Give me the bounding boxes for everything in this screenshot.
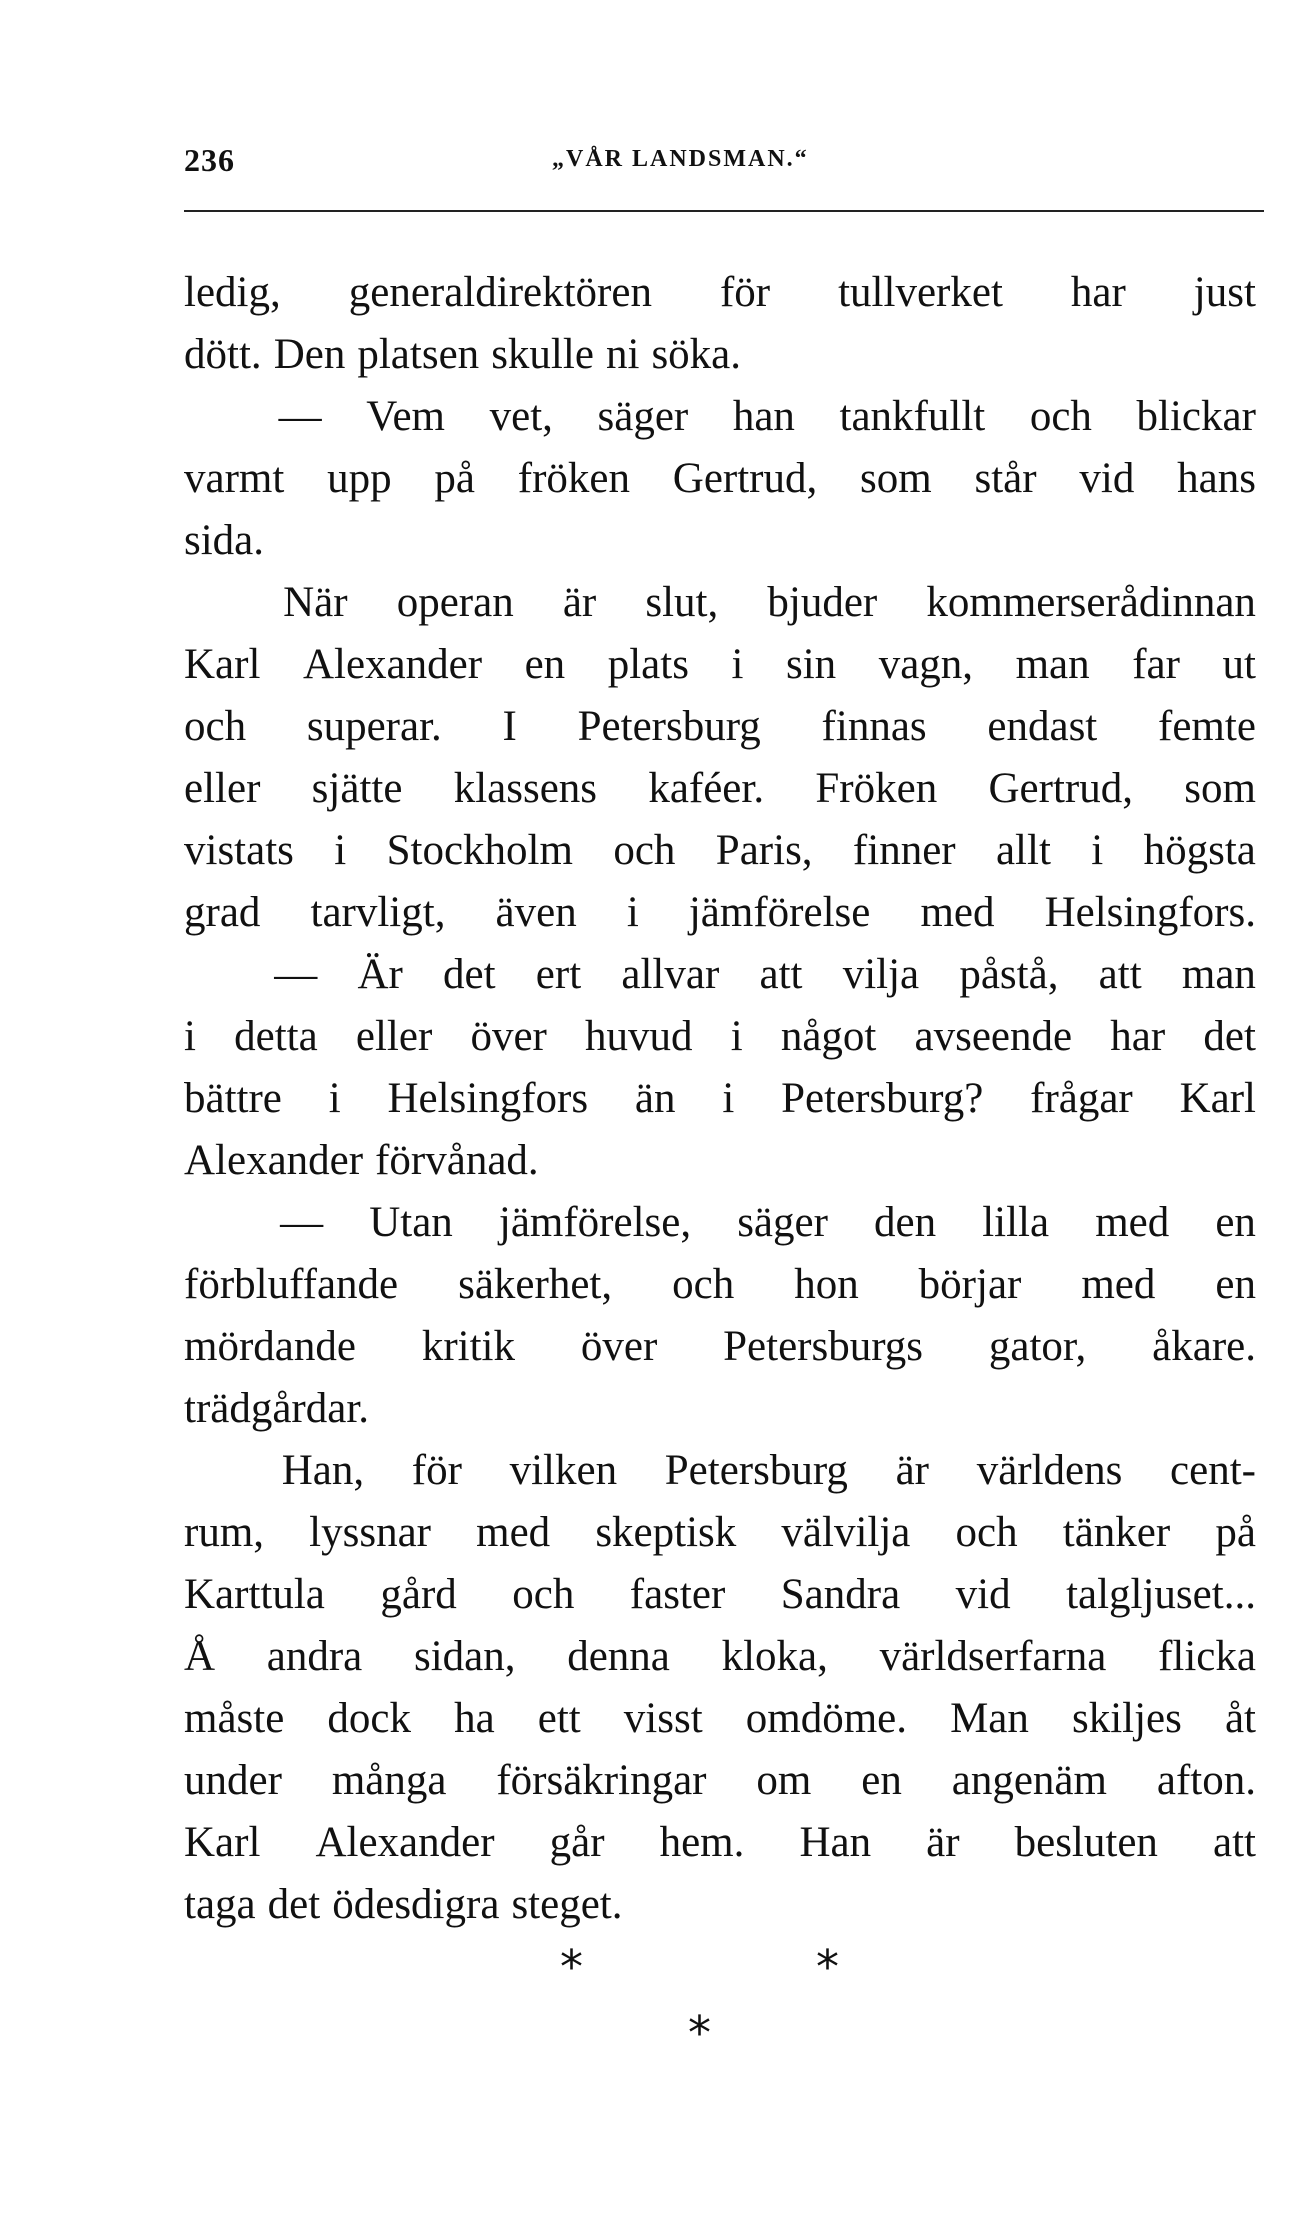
word: i — [731, 641, 744, 688]
word: visst — [623, 1695, 703, 1742]
word: kloka, — [721, 1633, 828, 1680]
text-line — [184, 1068, 1256, 1130]
word: för — [719, 269, 771, 316]
word: är — [562, 579, 597, 626]
word: och — [184, 703, 247, 750]
page-number: 236 — [184, 142, 235, 178]
asterisk: * — [816, 1940, 839, 1994]
word: Helsingfors. — [1044, 889, 1256, 936]
word: Karttula — [184, 1571, 325, 1618]
word: säger — [597, 393, 689, 440]
word: Är — [357, 951, 403, 998]
word: om — [756, 1757, 812, 1804]
word: att — [1098, 951, 1142, 998]
word: världserfarna — [879, 1633, 1107, 1680]
word: är — [926, 1819, 960, 1866]
word: åt — [1224, 1695, 1256, 1742]
word: trädgårdar. — [184, 1385, 370, 1432]
word: vet, — [489, 393, 553, 440]
word: tullverket — [838, 269, 1003, 316]
word: ett — [537, 1695, 581, 1742]
word: även — [495, 889, 577, 936]
word: är — [895, 1447, 929, 1494]
word: — — [280, 1199, 324, 1246]
text-line — [184, 1254, 1256, 1316]
word: allvar — [621, 951, 720, 998]
word: superar. — [306, 703, 442, 750]
word: finnas — [821, 703, 927, 750]
word: Petersburg — [577, 703, 761, 750]
word: upp — [327, 455, 392, 502]
text-line — [184, 634, 1256, 696]
text-line — [184, 1316, 1256, 1378]
word: det — [267, 1881, 321, 1928]
word: vid — [1079, 455, 1135, 502]
word: tankfullt — [839, 393, 986, 440]
word: en — [861, 1757, 902, 1804]
word: det — [443, 951, 496, 998]
word: jämförelse — [688, 889, 871, 936]
word: angenäm — [951, 1757, 1107, 1804]
word: — — [278, 393, 322, 440]
word: sidan, — [413, 1633, 516, 1680]
word: för — [411, 1447, 462, 1494]
word: över — [580, 1323, 658, 1370]
word: många — [331, 1757, 447, 1804]
word: varmt — [184, 455, 285, 502]
word: Gertrud, — [672, 455, 818, 502]
word: fröken — [517, 455, 630, 502]
word: den — [874, 1199, 937, 1246]
word: och — [672, 1261, 735, 1308]
word: slut, — [645, 579, 719, 626]
word: Karl — [1179, 1075, 1256, 1122]
word: operan — [396, 579, 514, 626]
word: Fröken — [815, 765, 938, 812]
word: I — [502, 703, 517, 750]
word: faster — [629, 1571, 726, 1618]
word: i — [722, 1075, 735, 1122]
word: ha — [454, 1695, 495, 1742]
word: Helsingfors — [387, 1075, 589, 1122]
word: börjar — [918, 1261, 1022, 1308]
word: Petersburg — [664, 1447, 848, 1494]
word: eller — [355, 1013, 433, 1060]
text-line — [184, 944, 1256, 1006]
word: på — [434, 455, 475, 502]
word: kommerserådinnan — [926, 579, 1256, 626]
word: i — [328, 1075, 341, 1122]
word: vid — [955, 1571, 1011, 1618]
word: det — [1203, 1013, 1256, 1060]
word: en — [524, 641, 566, 688]
word: Vem — [366, 393, 446, 440]
word: man — [1181, 951, 1256, 998]
word: kaféer. — [648, 765, 765, 812]
word: över — [470, 1013, 547, 1060]
asterisk: * — [560, 1940, 583, 1994]
text-line — [184, 1688, 1256, 1750]
text-line — [184, 1564, 1256, 1626]
word: med — [920, 889, 995, 936]
word: kritik — [421, 1323, 515, 1370]
body-text — [184, 262, 1256, 1936]
word: Stockholm — [386, 827, 573, 874]
word: hon — [794, 1261, 859, 1308]
word: Utan — [369, 1199, 453, 1246]
word: tarvligt, — [310, 889, 446, 936]
page-header — [184, 142, 1264, 192]
word: förvånad. — [375, 1137, 539, 1184]
word: och — [1029, 393, 1092, 440]
word: afton. — [1156, 1757, 1256, 1804]
word: jämförelse, — [498, 1199, 692, 1246]
word: sida. — [184, 517, 265, 564]
word: andra — [266, 1633, 363, 1680]
word: står — [974, 455, 1037, 502]
word: femte — [1158, 703, 1256, 750]
text-line — [184, 1502, 1256, 1564]
word: i — [730, 1013, 743, 1060]
word: besluten — [1014, 1819, 1158, 1866]
word: har — [1110, 1013, 1166, 1060]
word: sin — [785, 641, 837, 688]
word: frågar — [1030, 1075, 1133, 1122]
word: en — [1215, 1199, 1256, 1246]
word: Alexander — [302, 641, 483, 688]
word: bjuder — [767, 579, 878, 626]
word: i — [1091, 827, 1104, 874]
running-title: „VÅR LANDSMAN.“ — [552, 146, 809, 172]
asterisk: * — [688, 2006, 711, 2060]
word: Gertrud, — [988, 765, 1133, 812]
text-line — [184, 1130, 1256, 1192]
text-line — [184, 1750, 1256, 1812]
word: gator, — [988, 1323, 1087, 1370]
word: säkerhet, — [458, 1261, 613, 1308]
word: dock — [327, 1695, 411, 1742]
word: ödesdigra — [332, 1881, 500, 1928]
word: flicka — [1158, 1633, 1256, 1680]
word: Karl — [184, 1819, 261, 1866]
text-line — [184, 758, 1256, 820]
word: något — [780, 1013, 877, 1060]
word: i — [184, 1013, 196, 1060]
word: huvud — [585, 1013, 693, 1060]
word: att — [759, 951, 803, 998]
word: ut — [1222, 641, 1256, 688]
word: Petersburg? — [781, 1075, 984, 1122]
word: hans — [1177, 455, 1256, 502]
word: ert — [535, 951, 582, 998]
word: åkare. — [1152, 1323, 1256, 1370]
word: som — [860, 455, 932, 502]
text-line — [184, 572, 1256, 634]
word: Alexander — [315, 1819, 495, 1866]
word: vilken — [509, 1447, 618, 1494]
word: välvilja — [781, 1509, 911, 1556]
word: än — [634, 1075, 676, 1122]
word: dött. — [184, 331, 262, 378]
word: man — [1015, 641, 1090, 688]
word: förbluffande — [184, 1261, 399, 1308]
word: avseende — [914, 1013, 1073, 1060]
word: talgljuset... — [1066, 1571, 1256, 1618]
word: gård — [380, 1571, 457, 1618]
word: Paris, — [715, 827, 813, 874]
word: endast — [987, 703, 1098, 750]
word: och — [613, 827, 676, 874]
word: Alexander — [184, 1137, 364, 1184]
text-line — [184, 1812, 1256, 1874]
word: mördande — [184, 1323, 356, 1370]
word: med — [1095, 1199, 1170, 1246]
word: Han — [799, 1819, 872, 1866]
word: lyssnar — [309, 1509, 431, 1556]
word: Han, — [281, 1447, 365, 1494]
text-line — [184, 1378, 1256, 1440]
word: steget. — [511, 1881, 623, 1928]
word: omdöme. — [745, 1695, 907, 1742]
word: Å — [184, 1633, 216, 1680]
word: världens — [976, 1447, 1123, 1494]
word: i — [626, 889, 639, 936]
word: Petersburgs — [723, 1323, 924, 1370]
word: som — [1184, 765, 1256, 812]
word: cent- — [1170, 1447, 1256, 1494]
text-line — [184, 510, 1256, 572]
header-rule — [184, 210, 1264, 212]
word: lilla — [982, 1199, 1050, 1246]
word: rum, — [184, 1509, 265, 1556]
word: taga — [184, 1881, 256, 1928]
word: i — [334, 827, 347, 874]
word: söka. — [651, 331, 742, 378]
word: och — [512, 1571, 575, 1618]
word: måste — [184, 1695, 285, 1742]
word: och — [955, 1509, 1018, 1556]
text-line — [184, 882, 1256, 944]
word: — — [274, 951, 318, 998]
word: klassens — [453, 765, 598, 812]
word: har — [1070, 269, 1126, 316]
text-line — [184, 1192, 1256, 1254]
word: påstå, — [959, 951, 1059, 998]
word: just — [1193, 269, 1256, 316]
word: Karl — [184, 641, 261, 688]
word: under — [184, 1757, 282, 1804]
word: platsen — [357, 331, 480, 378]
word: plats — [607, 641, 689, 688]
word: grad — [184, 889, 261, 936]
word: med — [476, 1509, 551, 1556]
word: bättre — [184, 1075, 282, 1122]
word: detta — [234, 1013, 318, 1060]
word: vagn, — [878, 641, 974, 688]
text-line — [184, 324, 1256, 386]
text-line — [184, 1006, 1256, 1068]
word: att — [1212, 1819, 1256, 1866]
word: Sandra — [780, 1571, 901, 1618]
word: vilja — [842, 951, 920, 998]
word: med — [1081, 1261, 1156, 1308]
text-line — [184, 696, 1256, 758]
word: Man — [950, 1695, 1029, 1742]
text-line — [184, 1440, 1256, 1502]
text-line — [184, 262, 1256, 324]
text-line — [184, 820, 1256, 882]
word: far — [1132, 641, 1180, 688]
word: sjätte — [311, 765, 403, 812]
word: skulle — [491, 331, 594, 378]
text-line — [184, 448, 1256, 510]
word: Den — [273, 331, 346, 378]
word: allt — [995, 827, 1051, 874]
text-line — [184, 386, 1256, 448]
word: han — [732, 393, 795, 440]
word: en — [1215, 1261, 1256, 1308]
word: denna — [567, 1633, 670, 1680]
word: ni — [605, 331, 640, 378]
word: vistats — [184, 827, 294, 874]
word: går — [549, 1819, 605, 1866]
word: blickar — [1136, 393, 1256, 440]
word: finner — [852, 827, 956, 874]
word: på — [1215, 1509, 1256, 1556]
word: eller — [184, 765, 261, 812]
word: försäkringar — [496, 1757, 707, 1804]
text-line — [184, 1874, 1256, 1936]
word: När — [283, 579, 348, 626]
word: skiljes — [1071, 1695, 1182, 1742]
text-line — [184, 1626, 1256, 1688]
word: ledig, — [184, 269, 281, 316]
word: högsta — [1143, 827, 1256, 874]
word: hem. — [659, 1819, 745, 1866]
word: skeptisk — [595, 1509, 737, 1556]
word: säger — [737, 1199, 828, 1246]
word: generaldirektören — [348, 269, 652, 316]
word: tänker — [1062, 1509, 1171, 1556]
